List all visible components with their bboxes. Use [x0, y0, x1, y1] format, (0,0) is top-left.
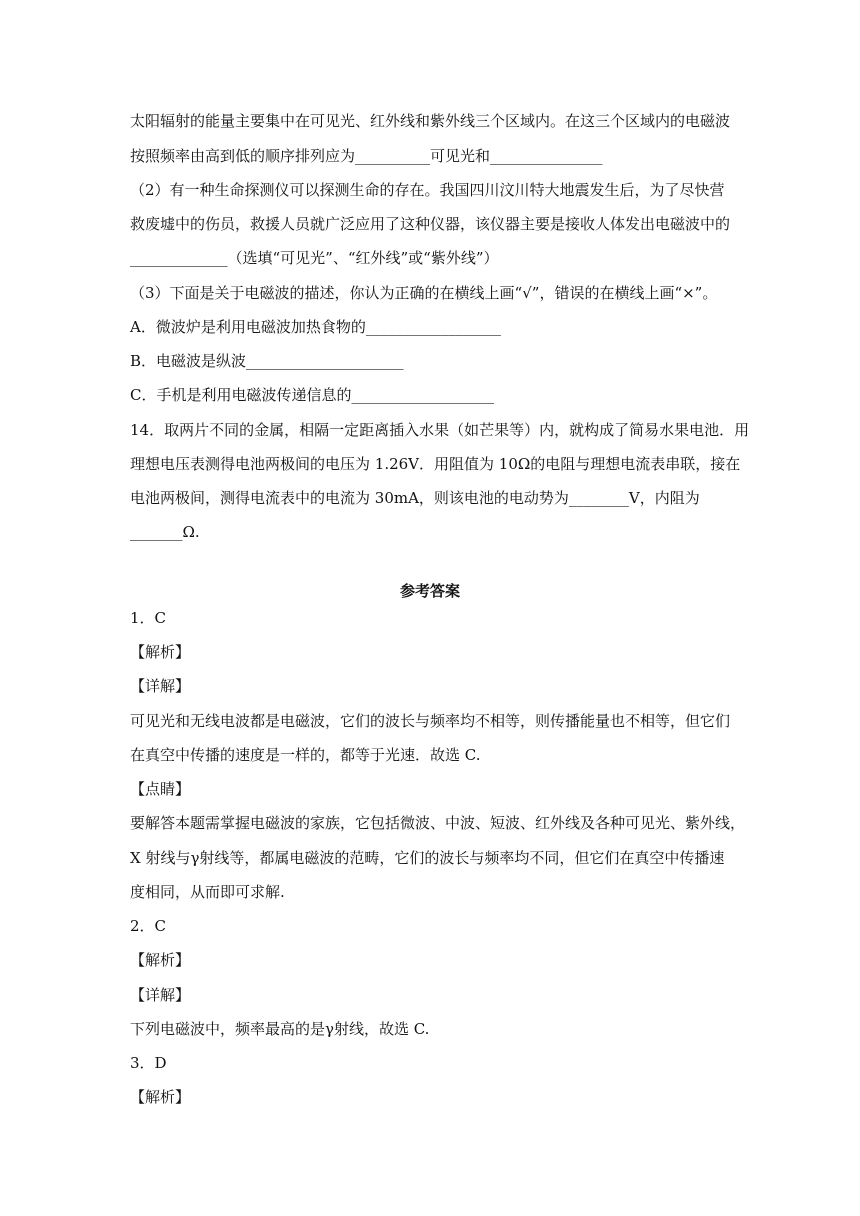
- answer-2-detail-heading: 【详解】: [130, 986, 191, 1004]
- q14-line-4: _______Ω.: [130, 523, 200, 541]
- q14-line-3: 电池两极间，测得电流表中的电流为 30mA，则该电池的电动势为________V，内阻为: [130, 489, 700, 507]
- answer-2-label: 2．C: [130, 917, 167, 935]
- q13-part2-line-2: 救废墟中的伤员，救援人员就广泛应用了这种仪器，该仪器主要是接收人体发出电磁波中的: [130, 215, 731, 233]
- answer-section-title: 参考答案: [399, 582, 460, 600]
- q14-line-1: 14．取两片不同的金属，相隔一定距离插入水果（如芒果等）内，就构成了简易水果电池．用: [130, 421, 750, 439]
- answer-1-comment-line-1: 要解答本题需掌握电磁波的家族，它包括微波、中波、短波、红外线及各种可见光、紫外线，: [130, 814, 746, 832]
- answer-1-comment-heading: 【点睛】: [130, 780, 191, 798]
- answer-2-detail-line: 下列电磁波中，频率最高的是γ射线，故选 C.: [130, 1020, 430, 1038]
- q13-part2-line-3: _____________（选填“可见光”、“红外线”或“紫外线”）: [130, 249, 499, 267]
- q13-text-line-2: 按照频率由高到低的顺序排列应为__________可见光和_______________: [130, 147, 603, 165]
- answer-1-comment-line-3: 度相同，从而即可求解.: [130, 883, 285, 901]
- answer-3-label: 3．D: [130, 1054, 167, 1072]
- q13-option-b: B．电磁波是纵波_____________________: [130, 352, 404, 370]
- answer-3-analysis-heading: 【解析】: [130, 1088, 191, 1106]
- answer-1-detail-heading: 【详解】: [130, 677, 191, 695]
- answer-1-detail-line-1: 可见光和无线电波都是电磁波，它们的波长与频率均不相等，则传播能量也不相等，但它们: [130, 712, 731, 730]
- answer-1-comment-line-2: X 射线与γ射线等，都属电磁波的范畴，它们的波长与频率均不同，但它们在真空中传播速: [130, 849, 725, 867]
- q13-part2-line-1: （2）有一种生命探测仪可以探测生命的存在。我国四川汶川特大地震发生后，为了尽快营: [130, 181, 725, 199]
- q13-option-a: A．微波炉是利用电磁波加热食物的__________________: [130, 318, 501, 336]
- q14-line-2: 理想电压表测得电池两极间的电压为 1.26V．用阻值为 10Ω的电阻与理想电流表串联，接在: [130, 455, 741, 473]
- answer-1-analysis-heading: 【解析】: [130, 643, 191, 661]
- answer-1-detail-line-2: 在真空中传播的速度是一样的，都等于光速．故选 C.: [130, 746, 481, 764]
- q13-part3-line: （3）下面是关于电磁波的描述，你认为正确的在横线上画“√”，错误的在横线上画“×”。: [130, 284, 718, 302]
- answer-1-label: 1．C: [130, 609, 167, 627]
- q13-text-line-1: 太阳辐射的能量主要集中在可见光、红外线和紫外线三个区域内。在这三个区域内的电磁波: [130, 112, 731, 130]
- answer-2-analysis-heading: 【解析】: [130, 951, 191, 969]
- q13-option-c: C．手机是利用电磁波传递信息的___________________: [130, 386, 494, 404]
